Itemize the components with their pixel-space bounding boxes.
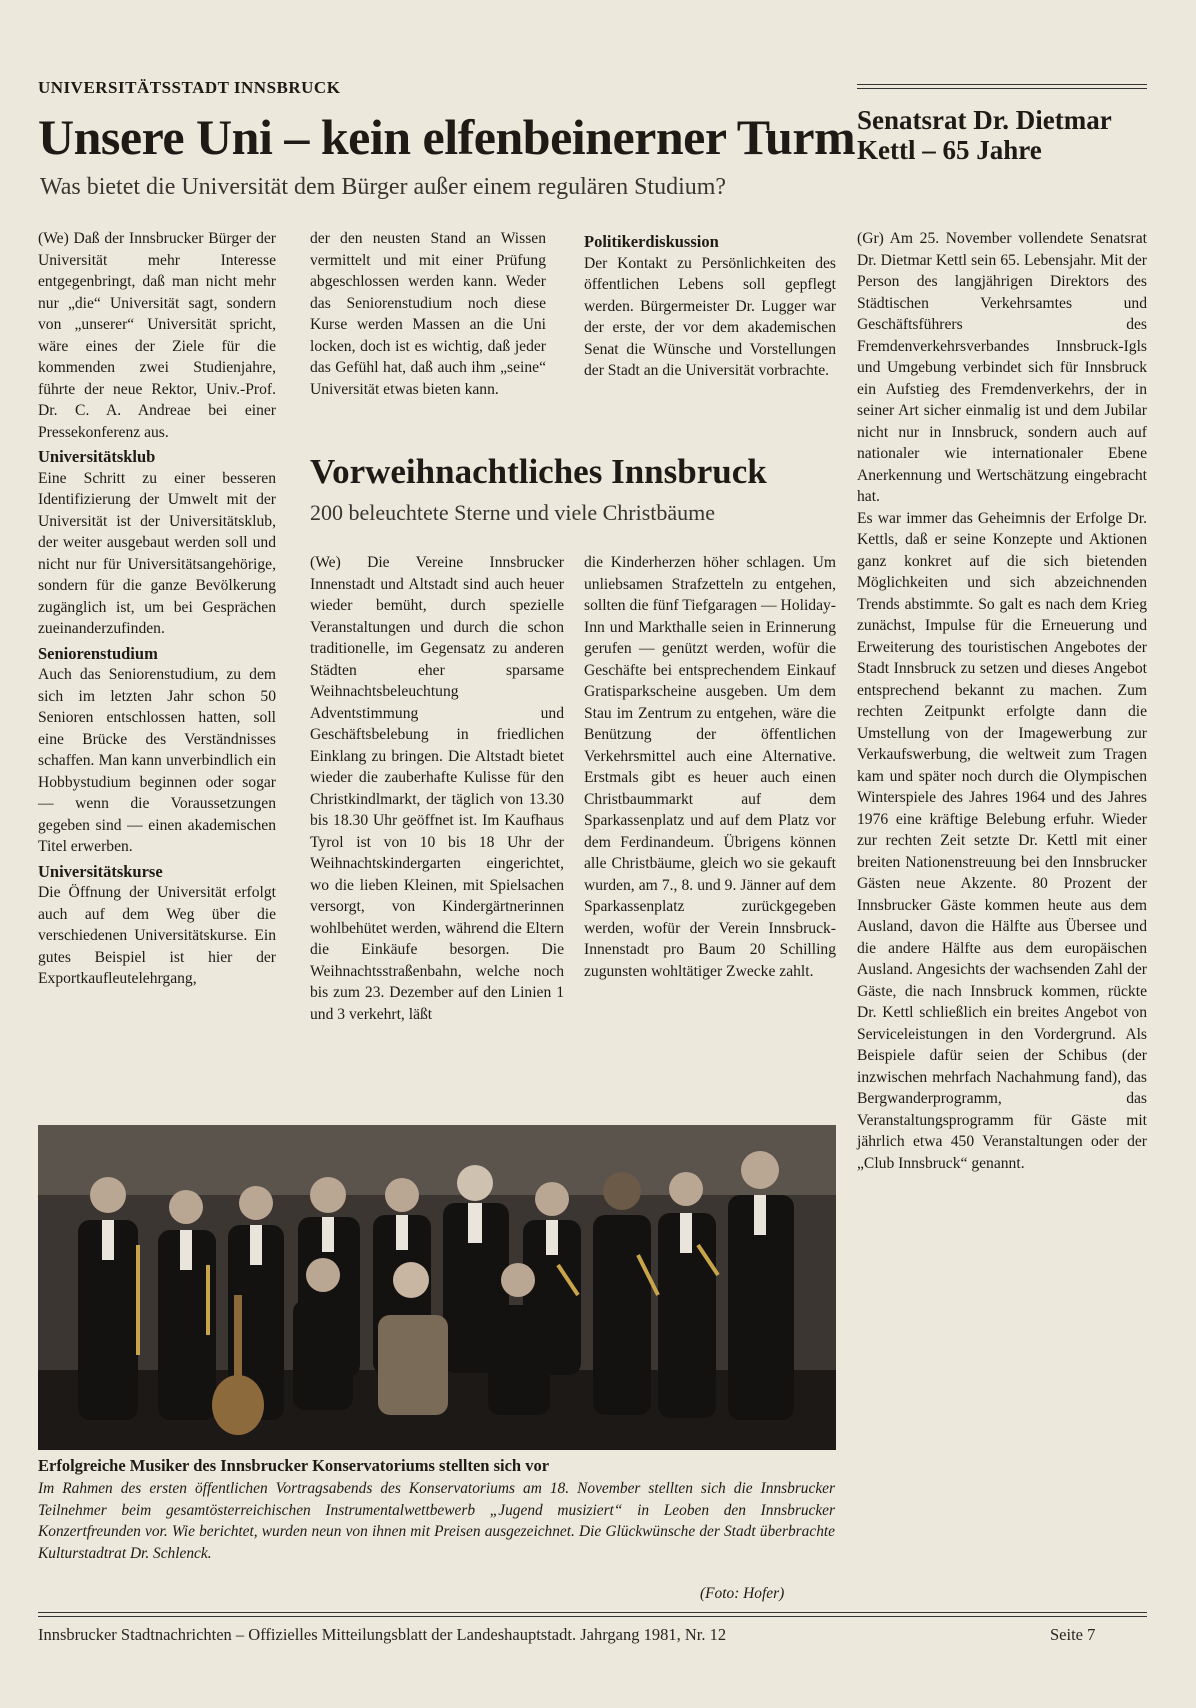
section-kicker: UNIVERSITÄTSSTADT INNSBRUCK bbox=[38, 78, 341, 97]
paragraph: Der Kontakt zu Persönlichkeiten des öffentlichen Lebens soll gepflegt werden. Bürgermeister Dr. Lugger war der erste, der vor dem akademischen Senat die Wünsche und Vorstellungen der Stadt an die Universität vorbrachte. bbox=[584, 254, 836, 379]
section-subheading: Universitätskurse bbox=[38, 861, 163, 881]
paragraph: Auch das Seniorenstudium, zu dem sich im letzten Jahr schon 50 Senioren entschlossen hatten, soll eine Brücke des Verständnisses schaffen. Man kann unverbindlich ein Hobbystudium beginnen oder sogar — wenn die Voraussetzungen gegeben sind — einen akademischen Titel erwerben. bbox=[38, 666, 276, 855]
sidebar-paragraph: Es war immer das Geheimnis der Erfolge Dr. Kettls, daß er seine Konzepte und Aktionen ganz konkret auf die sich bietenden Möglichkeiten und sich abzeichnenden Trends abstimmte. So galt es nach dem Krieg zunächst, Impulse für die Erneuerung und Erweiterung des touristischen Angebotes der Stadt Innsbruck zu setzen und dieses Angebot entsprechend bekannt zu machen. Zum rechten Zeitpunkt erfolgte dann die Umstellung von der Imagewerbung zur Verkaufswerbung, die weltweit zum Tragen kam und später noch durch die Olympischen Winterspiele des Jahres 1964 und des Jahres 1976 eine kräftige Belebung erfuhr. Wieder zur rechten Zeit setzte Dr. Kettl mit einer breiten Nationenstreuung bei den Innsbrucker Gästen neue Akzente. 80 Prozent der Innsbrucker Gäste kommen heute aus dem Ausland, davon die Hälfte aus Übersee und die andere Hälfte aus dem europäischen Ausland. Angesichts der wachsenden Zahl der Gäste, die nach Innsbruck kommen, rückte Dr. Kettl schließlich ein breites Angebot von Serviceleistungen in den Vordergrund. Als Beispiele dafür seien der Schibus (der inzwischen mehrfach Nachahmung fand), das Bergwanderprogramm, das Veranstaltungsprogramm für Gäste mit jährlich etwa 450 Veranstaltungen oder der „Club Innsbruck“ genannt. bbox=[857, 509, 1147, 1172]
uni-article-column-1 bbox=[38, 228, 276, 990]
xmas-column-2 bbox=[584, 552, 836, 982]
xmas-column-1 bbox=[310, 552, 564, 1025]
sidebar-body bbox=[857, 228, 1147, 1174]
footer-rule bbox=[38, 1612, 1147, 1617]
paragraph: der den neusten Stand an Wissen vermittelt und mit einer Prüfung abgeschlossen werden kann. Weder das Seniorenstudium noch diese Kurse werden Massen an die Uni locken, doch ist es wichtig, daß jeder das Gefühl hat, daß auch ihm „seine“ Universität etwas bieten kann. bbox=[310, 230, 546, 398]
xmas-subheadline: 200 beleuchtete Sterne und viele Christbäume bbox=[310, 500, 716, 525]
sidebar-paragraph: (Gr) Am 25. November vollendete Senatsrat Dr. Dietmar Kettl sein 65. Lebensjahr. Mit der Person des langjährigen Direktors des Städtischen Verkehrsamtes und Geschäftsführers des Fremdenverkehrsverbandes Innsbruck-Igls und Umgebung verbindet sich für Innsbruck ein Aufstieg des Fremdenverkehrs, der in seiner Art sicher einmalig ist und dem Jubilar nicht nur in Innsbruck, sondern auch auf nationaler wie internationaler Ebene Anerkennung und Wertschätzung eingebracht hat. bbox=[857, 230, 1147, 505]
musicians-photo-illustration bbox=[38, 1125, 836, 1450]
sidebar-rule bbox=[857, 84, 1147, 89]
section-subheading: Universitätsklub bbox=[38, 447, 156, 466]
xmas-col1-text: (We) Die Vereine Innsbrucker Innenstadt und Altstadt sind auch heuer wieder bemüht, durch spezielle Veranstaltungen und durch die schon traditionelle, im Gegensatz zu anderen Städten eher sparsame Weihnachtsbeleuchtung Adventstimmung und Geschäftsbelebung in friedlichen Einklang zu bringen. Die Altstadt bietet wieder die zauberhafte Kulisse für den Christkindlmarkt, der täglich von 13.30 bis 18.30 Uhr geöffnet ist. Im Kaufhaus Tyrol ist von 10 bis 18 Uhr der Weihnachtskindergarten eingerichtet, wo die lieben Kleinen, mit Spielsachen versorgt, von Kindergärtnerinnen wohlbehütet werden, während die Eltern die Einkäufe besorgen. Die Weihnachtsstraßenbahn, welche noch bis zum 23. Dezember auf den Linien 1 und 3 verkehrt, läßt bbox=[310, 554, 564, 1023]
xmas-headline: Vorweihnachtliches Innsbruck bbox=[310, 452, 767, 491]
paragraph: (We) Daß der Innsbrucker Bürger der Universität mehr Interesse entgegenbringt, daß man nicht mehr nur „die“ Universität sagt, sondern von „unserer“ Universität spricht, wäre eines der Ziele für die kommenden zwei Studienjahre, führte der neue Rektor, Univ.-Prof. Dr. C. A. Andreae bei einer Pressekonferenz aus. bbox=[38, 230, 276, 441]
xmas-col2-text: die Kinderherzen höher schlagen. Um unliebsamen Strafzetteln zu entgehen, sollten die fünf Tiefgaragen — Holiday-Inn und Markthalle seien in Erinnerung gerufen — genützt werden, wofür die Geschäfte bei entsprechendem Einkauf Gratisparkscheine ausgeben. Um dem Stau im Zentrum zu entgehen, wäre die Benützung der öffentlichen Verkehrsmittel auch eine Alternative. Erstmals gibt es heuer auch einen Christbaummarkt auf dem Sparkassenplatz und auf dem Platz vor dem Ferdinandeum. Übrigens können alle Christbäume, gleich wo sie gekauft wurden, am 7., 8. und 9. Jänner auf dem Sparkassenplatz zurückgegeben werden, wofür der Verein Innsbruck-Innenstadt pro Baum 20 Schilling zugunsten wohltätiger Zwecke zahlt. bbox=[584, 554, 836, 980]
group-photo bbox=[38, 1125, 836, 1450]
paragraph: Die Öffnung der Universität erfolgt auch auf dem Weg über die verschiedenen Universitätskurse. Ein gutes Beispiel ist hier der Exportkaufleutelehrgang, bbox=[38, 884, 276, 987]
main-headline: Unsere Uni – kein elfenbeinerner Turm bbox=[38, 109, 856, 165]
main-subheadline: Was bietet die Universität dem Bürger außer einem regulären Studium? bbox=[40, 174, 727, 200]
section-subheading: Seniorenstudium bbox=[38, 643, 158, 663]
sidebar-title: Senatsrat Dr. Dietmar Kettl – 65 Jahre bbox=[857, 105, 1112, 166]
section-subheading: Politikerdiskussion bbox=[584, 232, 719, 251]
page-number: Seite 7 bbox=[1050, 1625, 1096, 1644]
paragraph: Eine Schritt zu einer besseren Identifizierung der Umwelt mit der Universität ist der Universitätsklub, der weiter ausgebaut werden soll und nicht nur für Universitätsangehörige, sondern für die ganze Bevölkerung zugänglich ist, um bei Gesprächen zueinanderzufinden. bbox=[38, 469, 276, 637]
uni-article-column-3 bbox=[584, 228, 836, 382]
photo-caption-title: Erfolgreiche Musiker des Innsbrucker Konservatoriums stellten sich vor bbox=[38, 1456, 550, 1475]
photo-caption: Im Rahmen des ersten öffentlichen Vortragsabends des Konservatoriums am 18. November stellten sich die Innsbrucker Teilnehmer beim gesamtösterreichischen Instrumentalwettbewerb „Jugend musiziert“ in Leoben den Innsbrucker Konzertfreunden vor. Wie berichtet, wurden neun von ihnen mit Preisen ausgezeichnet. Die Glückwünsche der Stadt überbrachte Kulturstadtrat Dr. Schlenck. bbox=[38, 1480, 835, 1562]
photo-credit: (Foto: Hofer) bbox=[700, 1585, 785, 1602]
footer-text: Innsbrucker Stadtnachrichten – Offizielles Mitteilungsblatt der Landeshauptstadt. Jahrgang 1981, Nr. 12 bbox=[38, 1625, 727, 1644]
uni-article-column-2 bbox=[310, 228, 546, 400]
